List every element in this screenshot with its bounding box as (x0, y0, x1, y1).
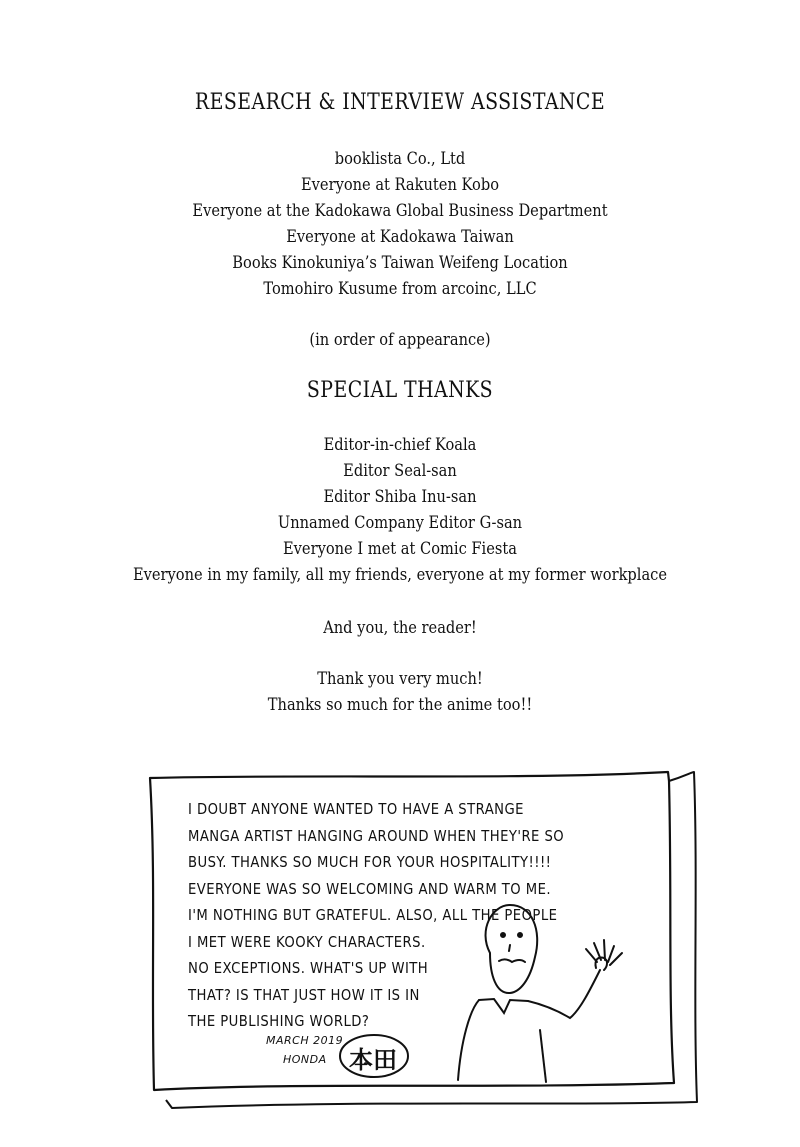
note-line: EVERYONE WAS SO WELCOMING AND WARM TO ME. (188, 879, 552, 898)
research-name: Books Kinokuniya’s Taiwan Weifeng Location (232, 253, 568, 273)
closing-lines (0, 666, 800, 718)
note-date: MARCH 2019 (266, 1034, 344, 1047)
closing-line: Thank you very much! (317, 669, 483, 689)
special-thanks-heading: SPECIAL THANKS (306, 378, 494, 403)
note-line: BUSY. THANKS SO MUCH FOR YOUR HOSPITALITY!!!! (188, 853, 552, 871)
thanks-name: Everyone in my family, all my friends, everyone at my former workplace (132, 565, 668, 585)
note-line: I DOUBT ANYONE WANTED TO HAVE A STRANGE (188, 800, 524, 818)
thanks-name: Editor Shiba Inu-san (323, 487, 477, 507)
name-seal: 本田 (349, 1046, 397, 1074)
thanks-list (0, 432, 800, 588)
reader-thanks: And you, the reader! (323, 618, 477, 638)
research-name: booklista Co., Ltd (334, 149, 466, 169)
research-name: Everyone at Kadokawa Taiwan (286, 227, 514, 247)
research-heading: RESEARCH & INTERVIEW ASSISTANCE (194, 90, 606, 115)
research-list (0, 146, 800, 302)
note-text (188, 796, 615, 1035)
research-name: Everyone at the Kadokawa Global Business Department (192, 201, 608, 221)
thanks-name: Editor Seal-san (343, 461, 457, 481)
thanks-name: Editor-in-chief Koala (323, 435, 477, 455)
research-name: Tomohiro Kusume from arcoinc, LLC (263, 279, 537, 299)
note-line: I MET WERE KOOKY CHARACTERS. (188, 932, 426, 951)
note-line: MANGA ARTIST HANGING AROUND WHEN THEY'RE SO (188, 826, 565, 845)
note-line: NO EXCEPTIONS. WHAT'S UP WITH (188, 959, 429, 977)
note-line: THAT? IS THAT JUST HOW IT IS IN (188, 985, 420, 1004)
note-line: THE PUBLISHING WORLD? (188, 1012, 370, 1030)
order-note: (in order of appearance) (309, 330, 491, 350)
research-name: Everyone at Rakuten Kobo (300, 175, 500, 195)
thanks-name: Unnamed Company Editor G-san (277, 513, 523, 533)
closing-line: Thanks so much for the anime too!! (267, 695, 533, 715)
note-author: HONDA (283, 1053, 327, 1066)
thanks-name: Everyone I met at Comic Fiesta (282, 539, 517, 559)
note-line: I'M NOTHING BUT GRATEFUL. ALSO, ALL THE PEOPLE (188, 906, 558, 924)
